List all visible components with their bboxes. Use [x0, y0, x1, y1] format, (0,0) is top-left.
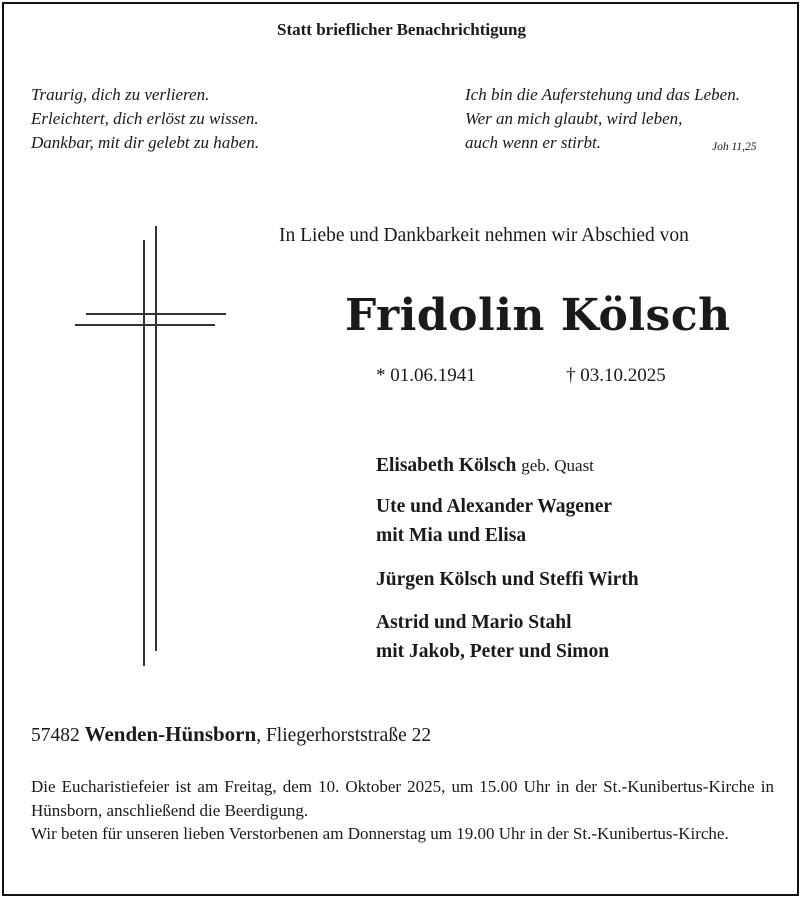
address-street: , Fliegerhorststraße 22	[256, 725, 432, 746]
birth-date: * 01.06.1941	[376, 365, 476, 386]
mourner-entry	[376, 608, 609, 666]
mourner-entry	[376, 492, 612, 550]
verse-reference: Joh 11,25	[712, 141, 757, 153]
poem-left-line: Dankbar, mit dir gelebt zu haben.	[31, 133, 260, 152]
address-zip: 57482	[31, 725, 80, 746]
mourner-name: Elisabeth Kölsch	[376, 455, 517, 476]
poem-left-line: Erleichtert, dich erlöst zu wissen.	[31, 109, 259, 128]
poem-left	[31, 83, 259, 155]
poem-right	[465, 83, 740, 155]
mourner-maiden-name: geb. Quast	[521, 456, 594, 475]
service-notice: Wir beten für unseren lieben Verstorbenen am Donnerstag um 19.00 Uhr in der St.-Kunibertus-Kirche.	[31, 824, 729, 843]
poem-right-line: auch wenn er stirbt.	[465, 133, 601, 152]
mourner-name: Ute und Alexander Wagener	[376, 496, 612, 517]
intro-text: In Liebe und Dankbarkeit nehmen wir Abschied von	[279, 225, 689, 246]
mourner-entry	[376, 565, 639, 594]
mourner-children: mit Mia und Elisa	[376, 525, 527, 546]
mourner-name: Astrid und Mario Stahl	[376, 612, 572, 633]
service-notices	[31, 775, 774, 846]
mourner-entry	[376, 451, 594, 480]
address	[31, 722, 431, 747]
poem-right-line: Ich bin die Auferstehung und das Leben.	[465, 85, 740, 104]
death-date: † 03.10.2025	[566, 365, 666, 386]
poem-right-line: Wer an mich glaubt, wird leben,	[465, 109, 683, 128]
mourner-name: Jürgen Kölsch und Steffi Wirth	[376, 569, 639, 590]
header-title: Statt brieflicher Benachrichtigung	[277, 20, 526, 39]
mourner-children: mit Jakob, Peter und Simon	[376, 641, 610, 662]
deceased-name: Fridolin Kölsch	[345, 290, 731, 341]
address-city: Wenden-Hünsborn	[84, 722, 257, 746]
poem-left-line: Traurig, dich zu verlieren.	[31, 85, 210, 104]
service-notice: Die Eucharistiefeier ist am Freitag, dem 10. Oktober 2025, um 15.00 Uhr in der St.-Kunibertus-Kirche in Hünsborn, anschließend die Beerdigung.	[31, 777, 774, 820]
